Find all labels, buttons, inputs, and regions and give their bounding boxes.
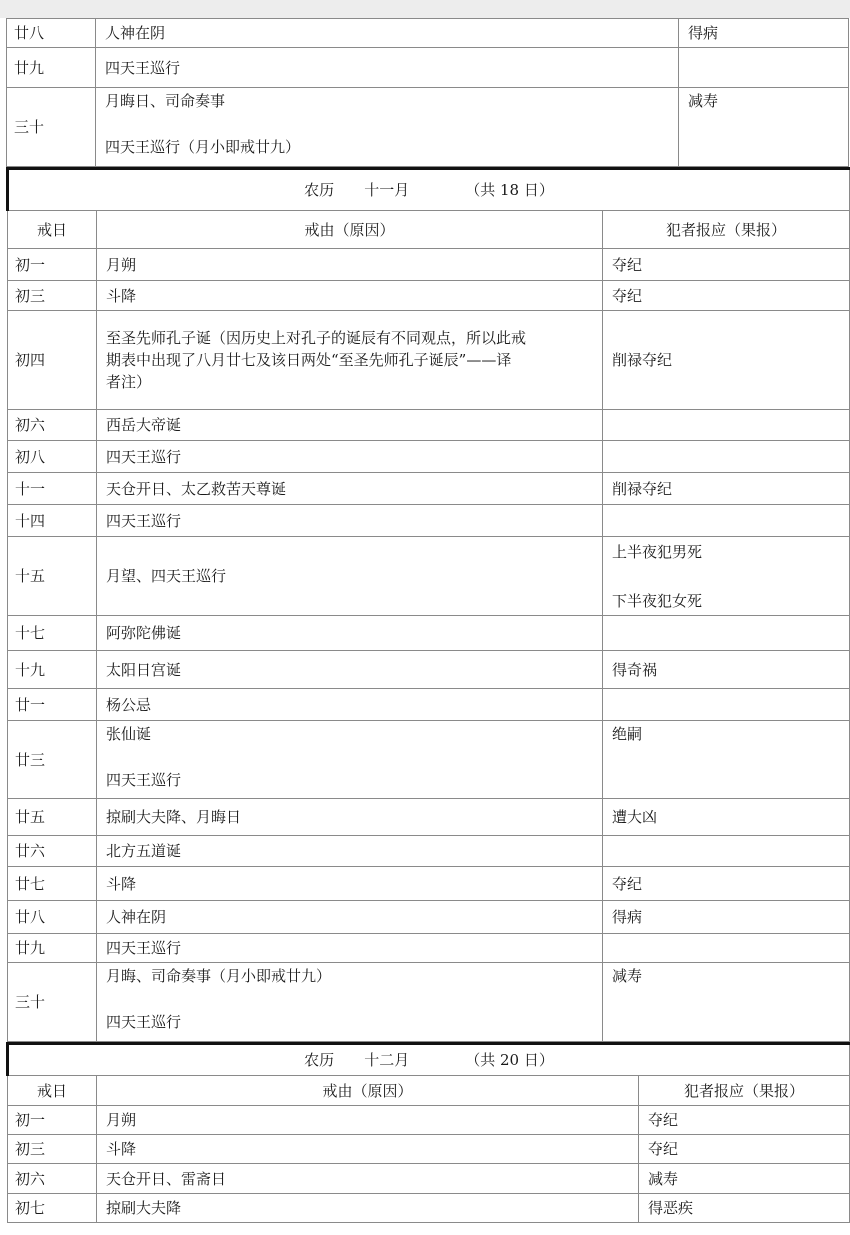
month-table-november [6, 167, 850, 1042]
result-cell: 夺纪 [603, 281, 850, 311]
day-cell: 十四 [8, 505, 97, 537]
table-row [8, 799, 850, 836]
day-cell: 初四 [8, 311, 97, 410]
table-row [8, 836, 850, 867]
result-cell: 削禄夺纪 [603, 473, 850, 505]
reason-cell: 掠刷大夫降 [97, 1194, 639, 1223]
table-row [8, 901, 850, 934]
result-cell: 遭大凶 [603, 799, 850, 836]
day-cell: 十五 [8, 537, 97, 616]
month-title-row [8, 169, 850, 211]
table-row [8, 441, 850, 473]
table-row [8, 689, 850, 721]
table-row [8, 721, 850, 799]
reason-cell: 人神在阴 [96, 19, 679, 48]
viewer-top-bar [0, 0, 850, 18]
day-cell: 廿八 [7, 19, 96, 48]
table-row [8, 1135, 850, 1164]
result-cell [603, 616, 850, 651]
table-row [8, 311, 850, 410]
day-cell: 廿五 [8, 799, 97, 836]
reason-cell: 天仓开日、太乙救苦天尊诞 [97, 473, 603, 505]
header-reason: 戒由（原因） [97, 1076, 639, 1106]
day-cell: 廿八 [8, 901, 97, 934]
day-cell: 初一 [8, 249, 97, 281]
table-row [8, 410, 850, 441]
table-row [8, 616, 850, 651]
result-cell: 夺纪 [639, 1135, 850, 1164]
reason-cell: 月朔 [97, 1106, 639, 1135]
reason-cell: 人神在阴 [97, 901, 603, 934]
reason-cell: 太阳日宫诞 [97, 651, 603, 689]
table-row [8, 1194, 850, 1223]
reason-cell: 四天王巡行 [97, 934, 603, 963]
table-row [8, 1164, 850, 1194]
table-row [8, 537, 850, 616]
header-reason: 戒由（原因） [97, 211, 603, 249]
result-cell [603, 505, 850, 537]
table-row [8, 281, 850, 311]
reason-cell: 天仓开日、雷斋日 [97, 1164, 639, 1194]
reason-cell: 掠刷大夫降、月晦日 [97, 799, 603, 836]
reason-cell: 至圣先师孔子诞（因历史上对孔子的诞辰有不同观点，所以此戒 期表中出现了八月廿七及该日两处“至圣先师孔子诞辰”——译 者注） [97, 311, 603, 410]
reason-cell: 阿弥陀佛诞 [97, 616, 603, 651]
reason-cell: 张仙诞 四天王巡行 [97, 721, 603, 799]
result-cell [679, 48, 849, 88]
result-cell: 得病 [679, 19, 849, 48]
reason-cell: 月晦日、司命奏事 四天王巡行（月小即戒廿九） [96, 88, 679, 167]
month-table-december [6, 1042, 850, 1223]
header-row [8, 1076, 850, 1106]
day-cell: 初七 [8, 1194, 97, 1223]
result-cell: 削禄夺纪 [603, 311, 850, 410]
header-row [8, 211, 850, 249]
table-row [8, 867, 850, 901]
fasting-days-document [6, 18, 848, 1223]
table-row [8, 249, 850, 281]
reason-cell: 月望、四天王巡行 [97, 537, 603, 616]
reason-cell: 北方五道诞 [97, 836, 603, 867]
table-row [7, 19, 849, 48]
day-cell: 初六 [8, 1164, 97, 1194]
day-cell: 廿三 [8, 721, 97, 799]
day-cell: 初八 [8, 441, 97, 473]
reason-cell: 西岳大帝诞 [97, 410, 603, 441]
day-cell: 十九 [8, 651, 97, 689]
header-day: 戒日 [8, 1076, 97, 1106]
result-cell: 减寿 [639, 1164, 850, 1194]
reason-cell: 斗降 [97, 1135, 639, 1164]
month-title: 农历 十一月 （共 18 日） [8, 169, 850, 211]
month-title: 农历 十二月 （共 20 日） [8, 1044, 850, 1076]
result-cell: 绝嗣 [603, 721, 850, 799]
table-row [8, 934, 850, 963]
table-row [7, 88, 849, 167]
result-cell: 夺纪 [639, 1106, 850, 1135]
table-row [8, 505, 850, 537]
day-cell: 初一 [8, 1106, 97, 1135]
reason-cell: 四天王巡行 [96, 48, 679, 88]
table-row [8, 963, 850, 1042]
table-row [8, 1106, 850, 1135]
result-cell: 得恶疾 [639, 1194, 850, 1223]
result-cell: 减寿 [679, 88, 849, 167]
header-result: 犯者报应（果报） [639, 1076, 850, 1106]
result-cell: 得奇祸 [603, 651, 850, 689]
header-result: 犯者报应（果报） [603, 211, 850, 249]
day-cell: 廿七 [8, 867, 97, 901]
reason-cell: 四天王巡行 [97, 441, 603, 473]
day-cell: 廿一 [8, 689, 97, 721]
table-row [8, 651, 850, 689]
day-cell: 十一 [8, 473, 97, 505]
result-cell [603, 441, 850, 473]
result-cell [603, 410, 850, 441]
day-cell: 初六 [8, 410, 97, 441]
day-cell: 廿九 [7, 48, 96, 88]
month-title-row [8, 1044, 850, 1076]
result-cell [603, 836, 850, 867]
reason-cell: 月晦、司命奏事（月小即戒廿九） 四天王巡行 [97, 963, 603, 1042]
reason-cell: 四天王巡行 [97, 505, 603, 537]
reason-cell: 杨公忌 [97, 689, 603, 721]
result-cell: 夺纪 [603, 249, 850, 281]
result-cell: 上半夜犯男死 下半夜犯女死 [603, 537, 850, 616]
reason-cell: 斗降 [97, 281, 603, 311]
day-cell: 十七 [8, 616, 97, 651]
result-cell [603, 689, 850, 721]
result-cell [603, 934, 850, 963]
header-day: 戒日 [8, 211, 97, 249]
result-cell: 得病 [603, 901, 850, 934]
day-cell: 廿六 [8, 836, 97, 867]
day-cell: 初三 [8, 281, 97, 311]
table-row [7, 48, 849, 88]
reason-cell: 月朔 [97, 249, 603, 281]
day-cell: 三十 [8, 963, 97, 1042]
day-cell: 三十 [7, 88, 96, 167]
result-cell: 减寿 [603, 963, 850, 1042]
day-cell: 廿九 [8, 934, 97, 963]
result-cell: 夺纪 [603, 867, 850, 901]
month-table-tail [6, 18, 849, 167]
reason-cell: 斗降 [97, 867, 603, 901]
table-row [8, 473, 850, 505]
day-cell: 初三 [8, 1135, 97, 1164]
